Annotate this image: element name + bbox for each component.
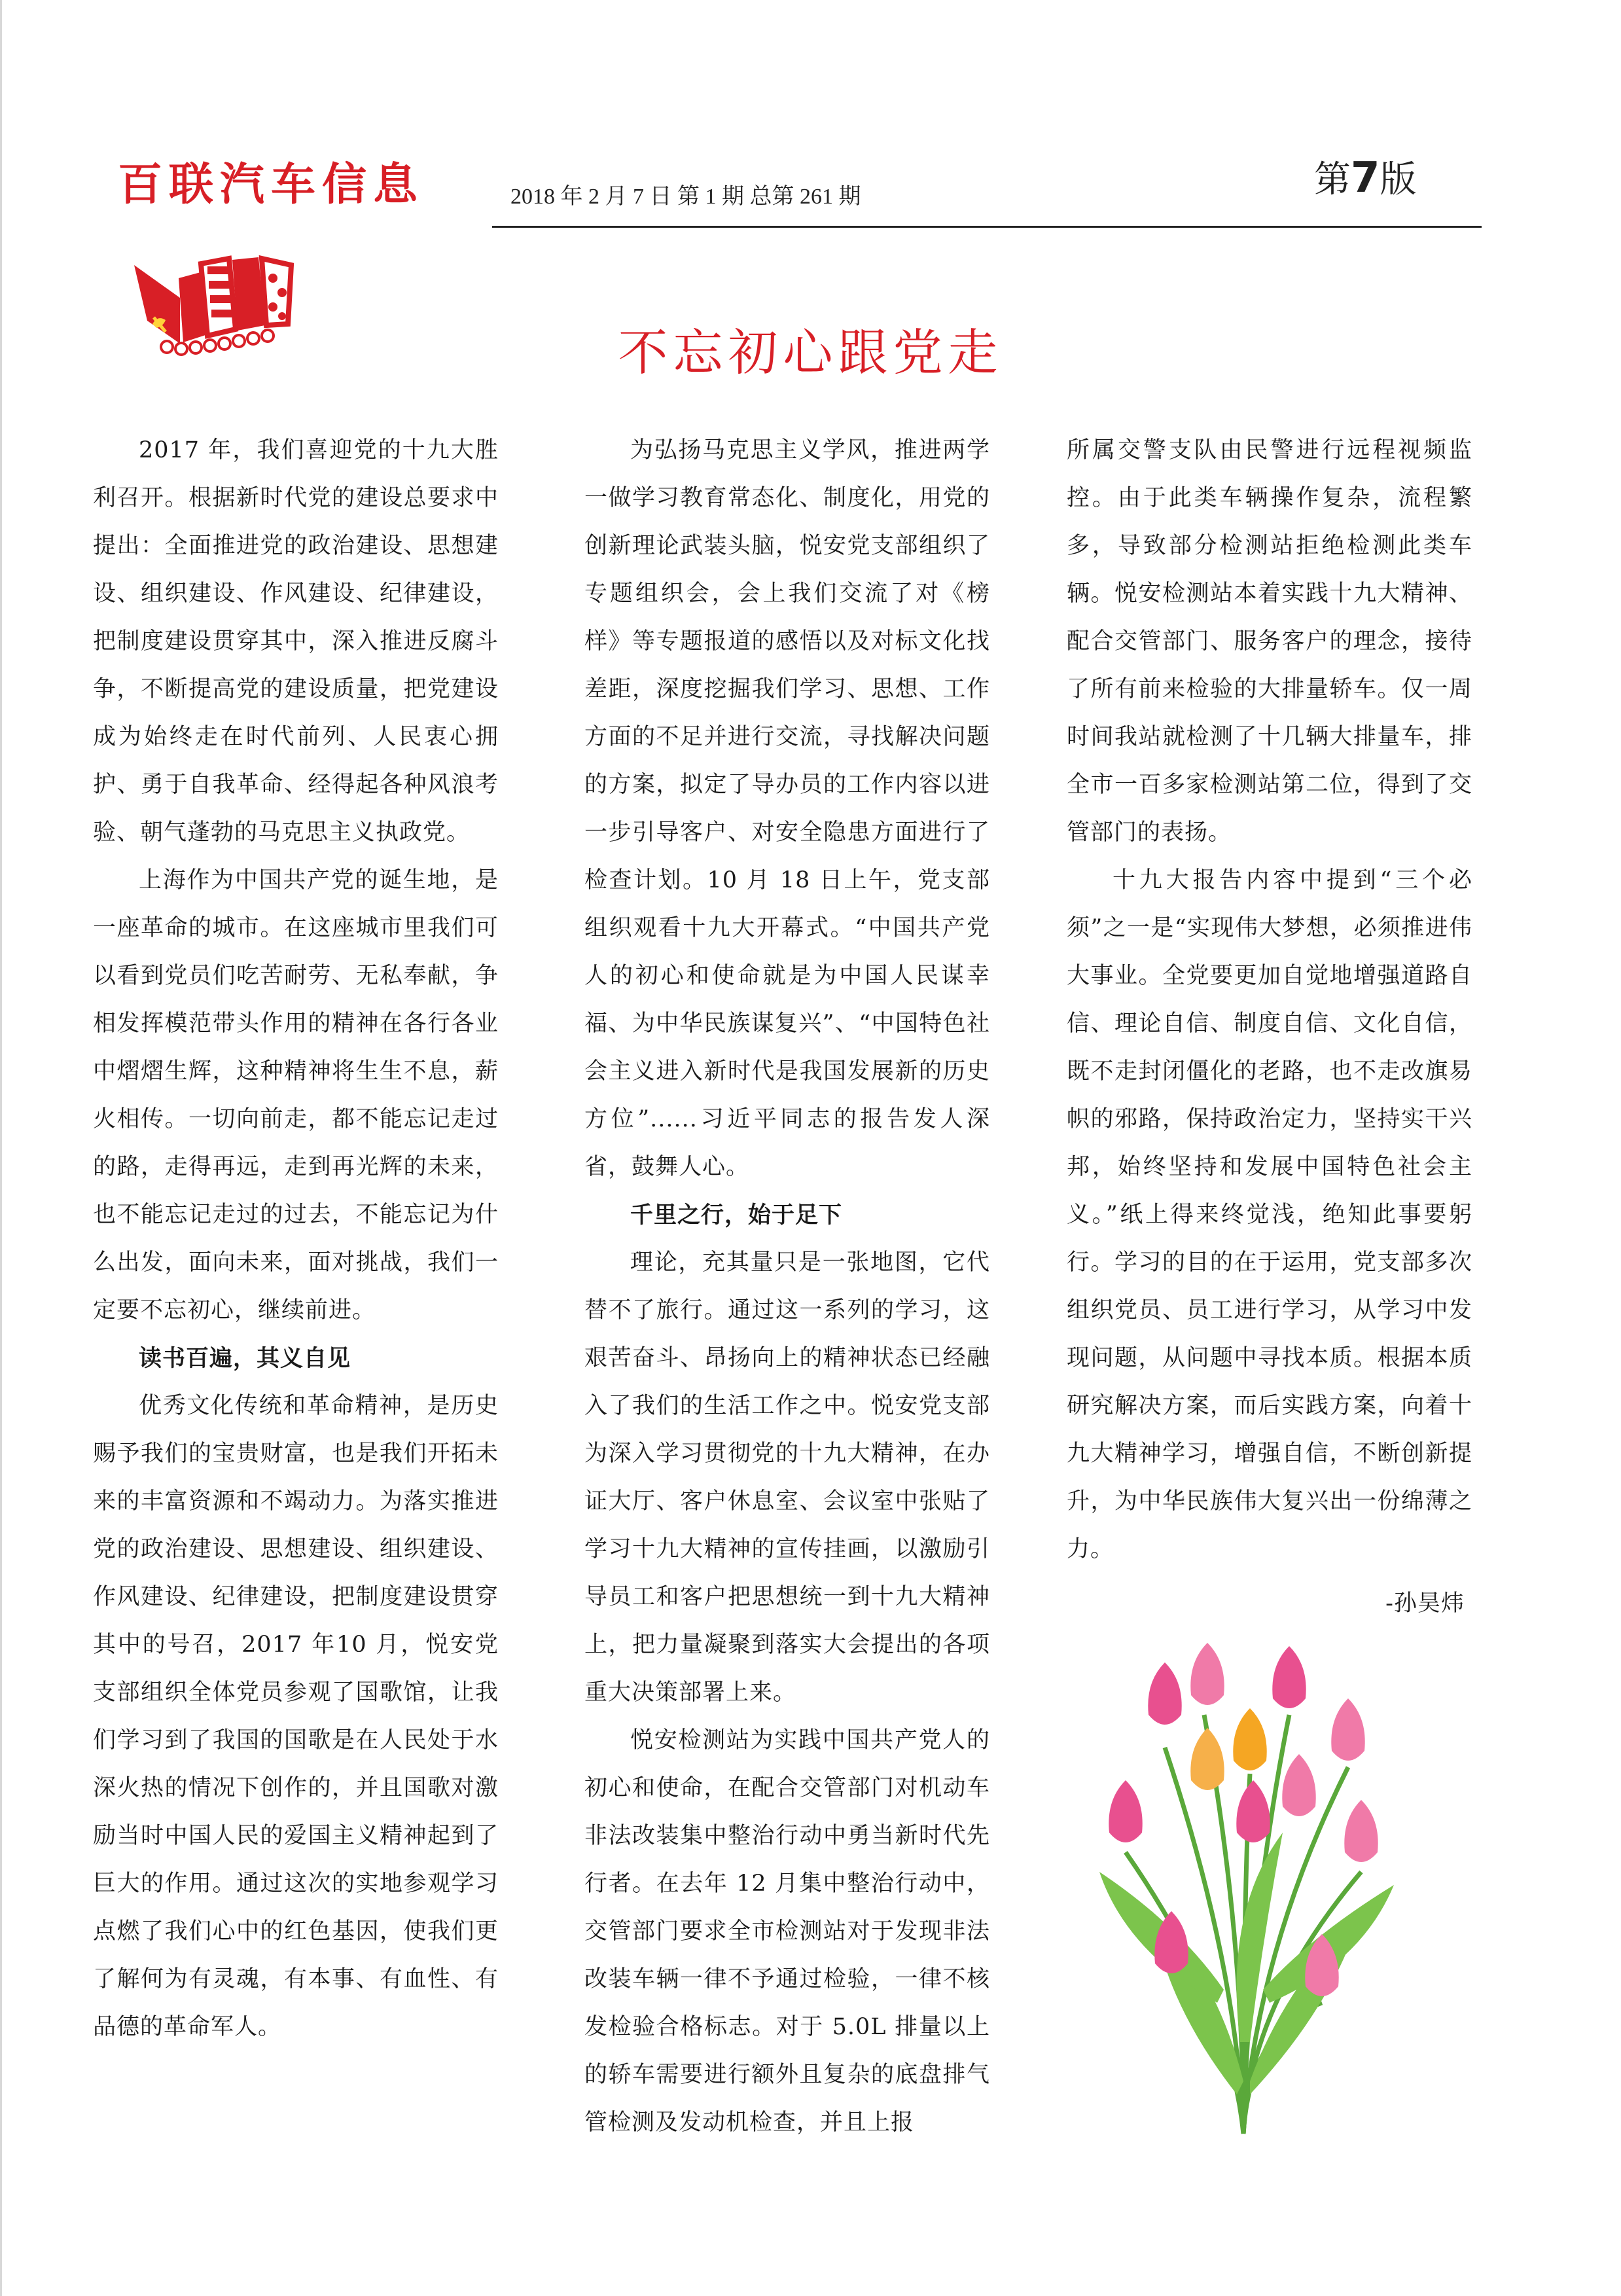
author-signature: -孙昊炜 [1385,1590,1465,1617]
article-headline: 不忘初心跟党走 [618,323,1003,382]
masthead-title: 百联汽车信息 [118,159,425,211]
edition-label [1314,151,1417,203]
header-divider [492,226,1482,228]
article-column-3 [1067,427,1472,1628]
paragraph: 理论，充其量只是一张地图，它代替不了旅行。通过这一系列的学习，这艰苦奋斗、昂扬向上的精神状态已经融入了我们的生活工作之中。悦安党支部为深入学习贯彻党的十九大精神，在办证大厅、客户休息室、会议室中张贴了学习十九大精神的宣传挂画，以激励引导员工和客户把思想统一到十九大精神上，把力量凝聚到落实大会提出的各项重大决策部署上来。 [584,1249,990,1706]
edition-suffix: 版 [1380,158,1417,201]
paragraph: 上海作为中国共产党的诞生地，是一座革命的城市。在这座城市里我们可以看到党员们吃苦耐劳、无私奉献，争相发挥模范带头作用的精神在各行各业中熠熠生辉，这种精神将生生不息，薪火相传。一切向前走，都不能忘记走过的路，走得再远，走到再光辉的未来，也不能忘记走过的过去，不能忘记为什么出发，面向未来，面对挑战，我们一定要不忘初心，继续前进。 [93,867,499,1323]
paragraph: 悦安检测站为实践中国共产党人的初心和使命，在配合交管部门对机动车非法改装集中整治行动中勇当新时代先行者。在去年 12 月集中整治行动中，交管部门要求全市检测站对于发现非法改装车辆一律不予通过检验，一律不核发检验合格标志。对于 5.0L 排量以上的轿车需要进行额外且复杂的底盘排气管检测及发动机检查，并且上报 [584,1727,990,2136]
tulip-bouquet-illustration [1086,1636,1400,2160]
paragraph: 所属交警支队由民警进行远程视频监控。由于此类车辆操作复杂，流程繁多，导致部分检测站拒绝检测此类车辆。悦安检测站本着实践十九大精神、配合交管部门、服务客户的理念，接待了所有前来检验的大排量轿车。仅一周时间我站就检测了十几辆大排量车，排全市一百多家检测站第二位，得到了交管部门的表扬。 [1067,437,1472,846]
paragraph: 优秀文化传统和革命精神，是历史赐予我们的宝贵财富，也是我们开拓未来的丰富资源和不竭动力。为落实推进党的政治建设、思想建设、组织建设、作风建设、纪律建设，把制度建设贯穿其中的号召，2017 年10 月，悦安党支部组织全体党员参观了国歌馆，让我们学习到了我国的国歌是在人民处于水深火热的情况下创作的，并且国歌对激励当时中国人民的爱国主义精神起到了巨大的作用。通过这次的实地参观学习点燃了我们心中的红色基因，使我们更了解何为有灵魂，有本事、有血性、有品德的革命军人。 [93,1393,499,2040]
paragraph: 十九大报告内容中提到“三个必须”之一是“实现伟大梦想，必须推进伟大事业。全党要更加自觉地增强道路自信、理论自信、制度自信、文化自信，既不走封闭僵化的老路，也不走改旗易帜的邪路，保持政治定力，坚持实干兴邦，始终坚持和发展中国特色社会主义。”纸上得来终觉浅，绝知此事要躬行。学习的目的在于运用，党支部多次组织党员、员工进行学习，从学习中发现问题，从问题中寻找本质。根据本质研究解决方案，而后实践方案，向着十九大精神学习，增强自信，不断创新提升，为中华民族伟大复兴出一份绵薄之力。 [1067,867,1472,1562]
article-column-2 [584,427,990,2147]
paragraph: 为弘扬马克思主义学风，推进两学一做学习教育常态化、制度化，用党的创新理论武装头脑，悦安党支部组织了专题组织会，会上我们交流了对《榜样》等专题报道的感悟以及对标文化找差距，深度挖掘我们学习、思想、工作方面的不足并进行交流，寻找解决问题的方案，拟定了导办员的工作内容以进一步引导客户、对安全隐患方面进行了检查计划。10 月 18 日上午，党支部组织观看十九大开幕式。“中国共产党人的初心和使命就是为中国人民谋幸福、为中华民族谋复兴”、“中国特色社会主义进入新时代是我国发展新的历史方位”......习近平同志的报告发人深省，鼓舞人心。 [584,437,990,1180]
issue-info: 2018 年 2 月 7 日 第 1 期 总第 261 期 [510,185,861,209]
subheading: 读书百遍，其义自见 [139,1345,351,1372]
edition-number: 7 [1351,154,1380,202]
subheading: 千里之行，始于足下 [630,1202,843,1229]
paragraph: 2017 年，我们喜迎党的十九大胜利召开。根据新时代党的建设总要求中提出：全面推进党的政治建设、思想建设、组织建设、作风建设、纪律建设，把制度建设贯穿其中，深入推进反腐斗争，不断提高党的建设质量，把党建设成为始终走在时代前列、人民衷心拥护、勇于自我革命、经得起各种风浪考验、朝气蓬勃的马克思主义执政党。 [93,437,499,846]
edition-prefix: 第 [1314,158,1351,201]
article-column-1 [93,427,499,2051]
